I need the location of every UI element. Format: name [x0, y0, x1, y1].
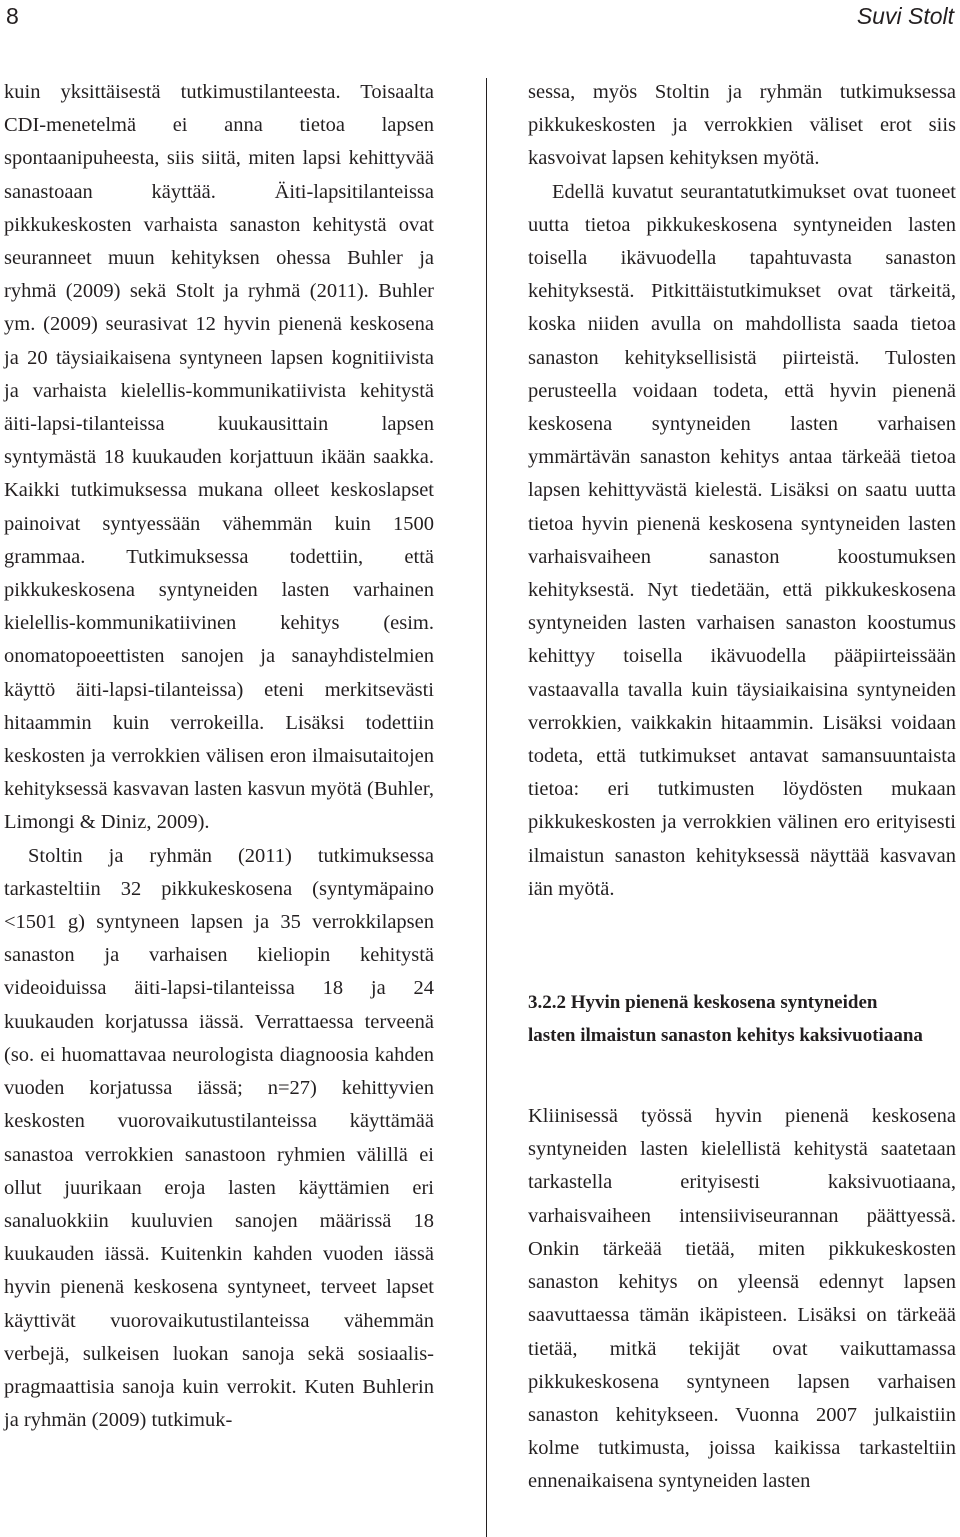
left-paragraph-1: kuin yksittäisestä tutkimustilanteesta. Toisaalta CDI-menetelmä ei anna tietoa lapsen spontaanipuheesta, siis siitä, miten lapsi kehittyvää sanastoaan käyttää. Äiti-lapsitilanteissa pikkukeskosten varhaista sanaston kehitystä ovat seuranneet muun kehityksen ohessa Buhler ja ryhmä (2009) sekä Stolt ja ryhmä (2011). Buhler ym. (2009) seurasivat 12 hyvin pienenä keskosena ja 20 täysiaikaisena syntyneen lapsen kognitiivista ja varhaista kielellis-kommunikatiivista kehitystä äiti-lapsi-tilanteissa kuukausittain lapsen syntymästä 18 kuukauden korjattuun ikään saakka. Kaikki tutkimuksessa mukana olleet keskoslapset painoivat syntyessään vähemmän kuin 1500 grammaa. Tutkimuksessa todettiin, että pikkukeskosena syntyneiden lasten varhainen kielellis-kommunikatiivinen kehitys (esim. onomatopoeettisten sanojen ja sanayhdistelmien käyttö äiti-lapsi-tilanteissa) eteni merkitsevästi hitaammin kuin verrokeilla. Lisäksi todettiin keskosten ja verrokkien välisen eron ilmaisutaitojen kehityksessä kasvavan lasten kasvun myötä (Buhler, Limongi & Diniz, 2009). — [4, 81, 434, 834]
right-paragraph-2: Edellä kuvatut seurantatutkimukset ovat tuoneet uutta tietoa pikkukeskosena syntyneiden lasten toisella ikävuodella tapahtuvasta sanaston kehityksestä. Pitkittäistutkimukset ovat tärkeitä, koska niiden avulla on mahdollista saada tietoa sanaston kehityksellisistä piirteistä. Tulosten perusteella voidaan todeta, että hyvin pienenä keskosena syntyneiden lasten varhaisen ymmärtävän sanaston kehitys antaa tärkeää tietoa lapsen kehittyvästä kielestä. Lisäksi on saatu uutta tietoa hyvin pienenä keskosena syntyneiden lasten varhaisvaiheen sanaston koostumuksen kehityksestä. Nyt tiedetään, että pikkukeskosena syntyneiden lasten varhaisen sanaston koostumus kehittyy toisella ikävuodella pääpiirteissään vastaavalla tavalla kuin täysiaikaisina syntyneiden verrokkien, vaikkakin hitaammin. Lisäksi voidaan todeta, että tutkimukset antavat samansuuntaista tietoa: eri tutkimusten löydösten mukaan pikkukeskosten ja verrokkien välinen ero erityisesti ilmaistun sanaston kehityksessä näyttää kasvavan iän myötä. — [528, 180, 956, 900]
right-paragraph-1: sessa, myös Stoltin ja ryhmän tutkimuksessa pikkukeskosten ja verrokkien väliset erot siis kasvoivat lapsen kehityksen myötä. — [528, 81, 956, 170]
right-column — [528, 76, 956, 1499]
right-paragraph-3: Kliinisessä työssä hyvin pienenä keskosena syntyneiden lasten kielellistä kehitystä saatetaan tarkastella erityisesti kaksivuotiaana, varhaisvaiheen intensiiviseurannan päättyessä. Onkin tärkeää tietää, miten pikkukeskosten sanaston kehitys on yleensä edennyt lapsen saavuttaessa tämän ikäpisteen. Lisäksi on tärkeää tietää, mitkä tekijät ovat vaikuttamassa pikkukeskosena syntyneen lapsen varhaisen sanaston kehitykseen. Vuonna 2007 julkaistiin kolme tutkimusta, joissa kaikissa tarkasteltiin ennenaikaisena syntyneiden lasten — [528, 1105, 956, 1493]
page-number: 8 — [6, 3, 19, 29]
left-paragraph-2: Stoltin ja ryhmän (2011) tutkimuksessa tarkasteltiin 32 pikkukeskosena (syntymäpaino <1501 g) syntyneen lapsen ja 35 verrokkilapsen sanaston ja varhaisen kieliopin kehitystä videoiduissa äiti-lapsi-tilanteissa 18 ja 24 kuukauden korjatussa iässä. Verrattaessa terveenä (so. ei huomattavaa neurologista diagnoosia kahden vuoden korjatussa iässä; n=27) kehittyvien keskosten vuorovaikutustilanteissa käyttämää sanastoa verrokkien sanastoon ryhmien välillä ei ollut juurikaan eroja lasten käyttämien eri sanaluokkiin kuuluvien sanojen määrissä 18 kuukauden iässä. Kuitenkin kahden vuoden iässä hyvin pienenä keskosena syntyneet, terveet lapset käyttivät vuorovaikutustilanteissa vähemmän verbejä, sulkeisen luokan sanoja sekä sosiaalis-pragmaattisia sanoja kuin verrokit. Kuten Buhlerin ja ryhmän (2009) tutkimuk- — [4, 844, 434, 1432]
left-column — [4, 76, 434, 1437]
running-head: Suvi Stolt — [856, 3, 954, 29]
section-heading: 3.2.2 Hyvin pienenä keskosena syntyneiden lasten ilmaistun sanaston kehitys kaksivuotiaana — [528, 992, 923, 1046]
column-divider — [486, 78, 487, 1537]
